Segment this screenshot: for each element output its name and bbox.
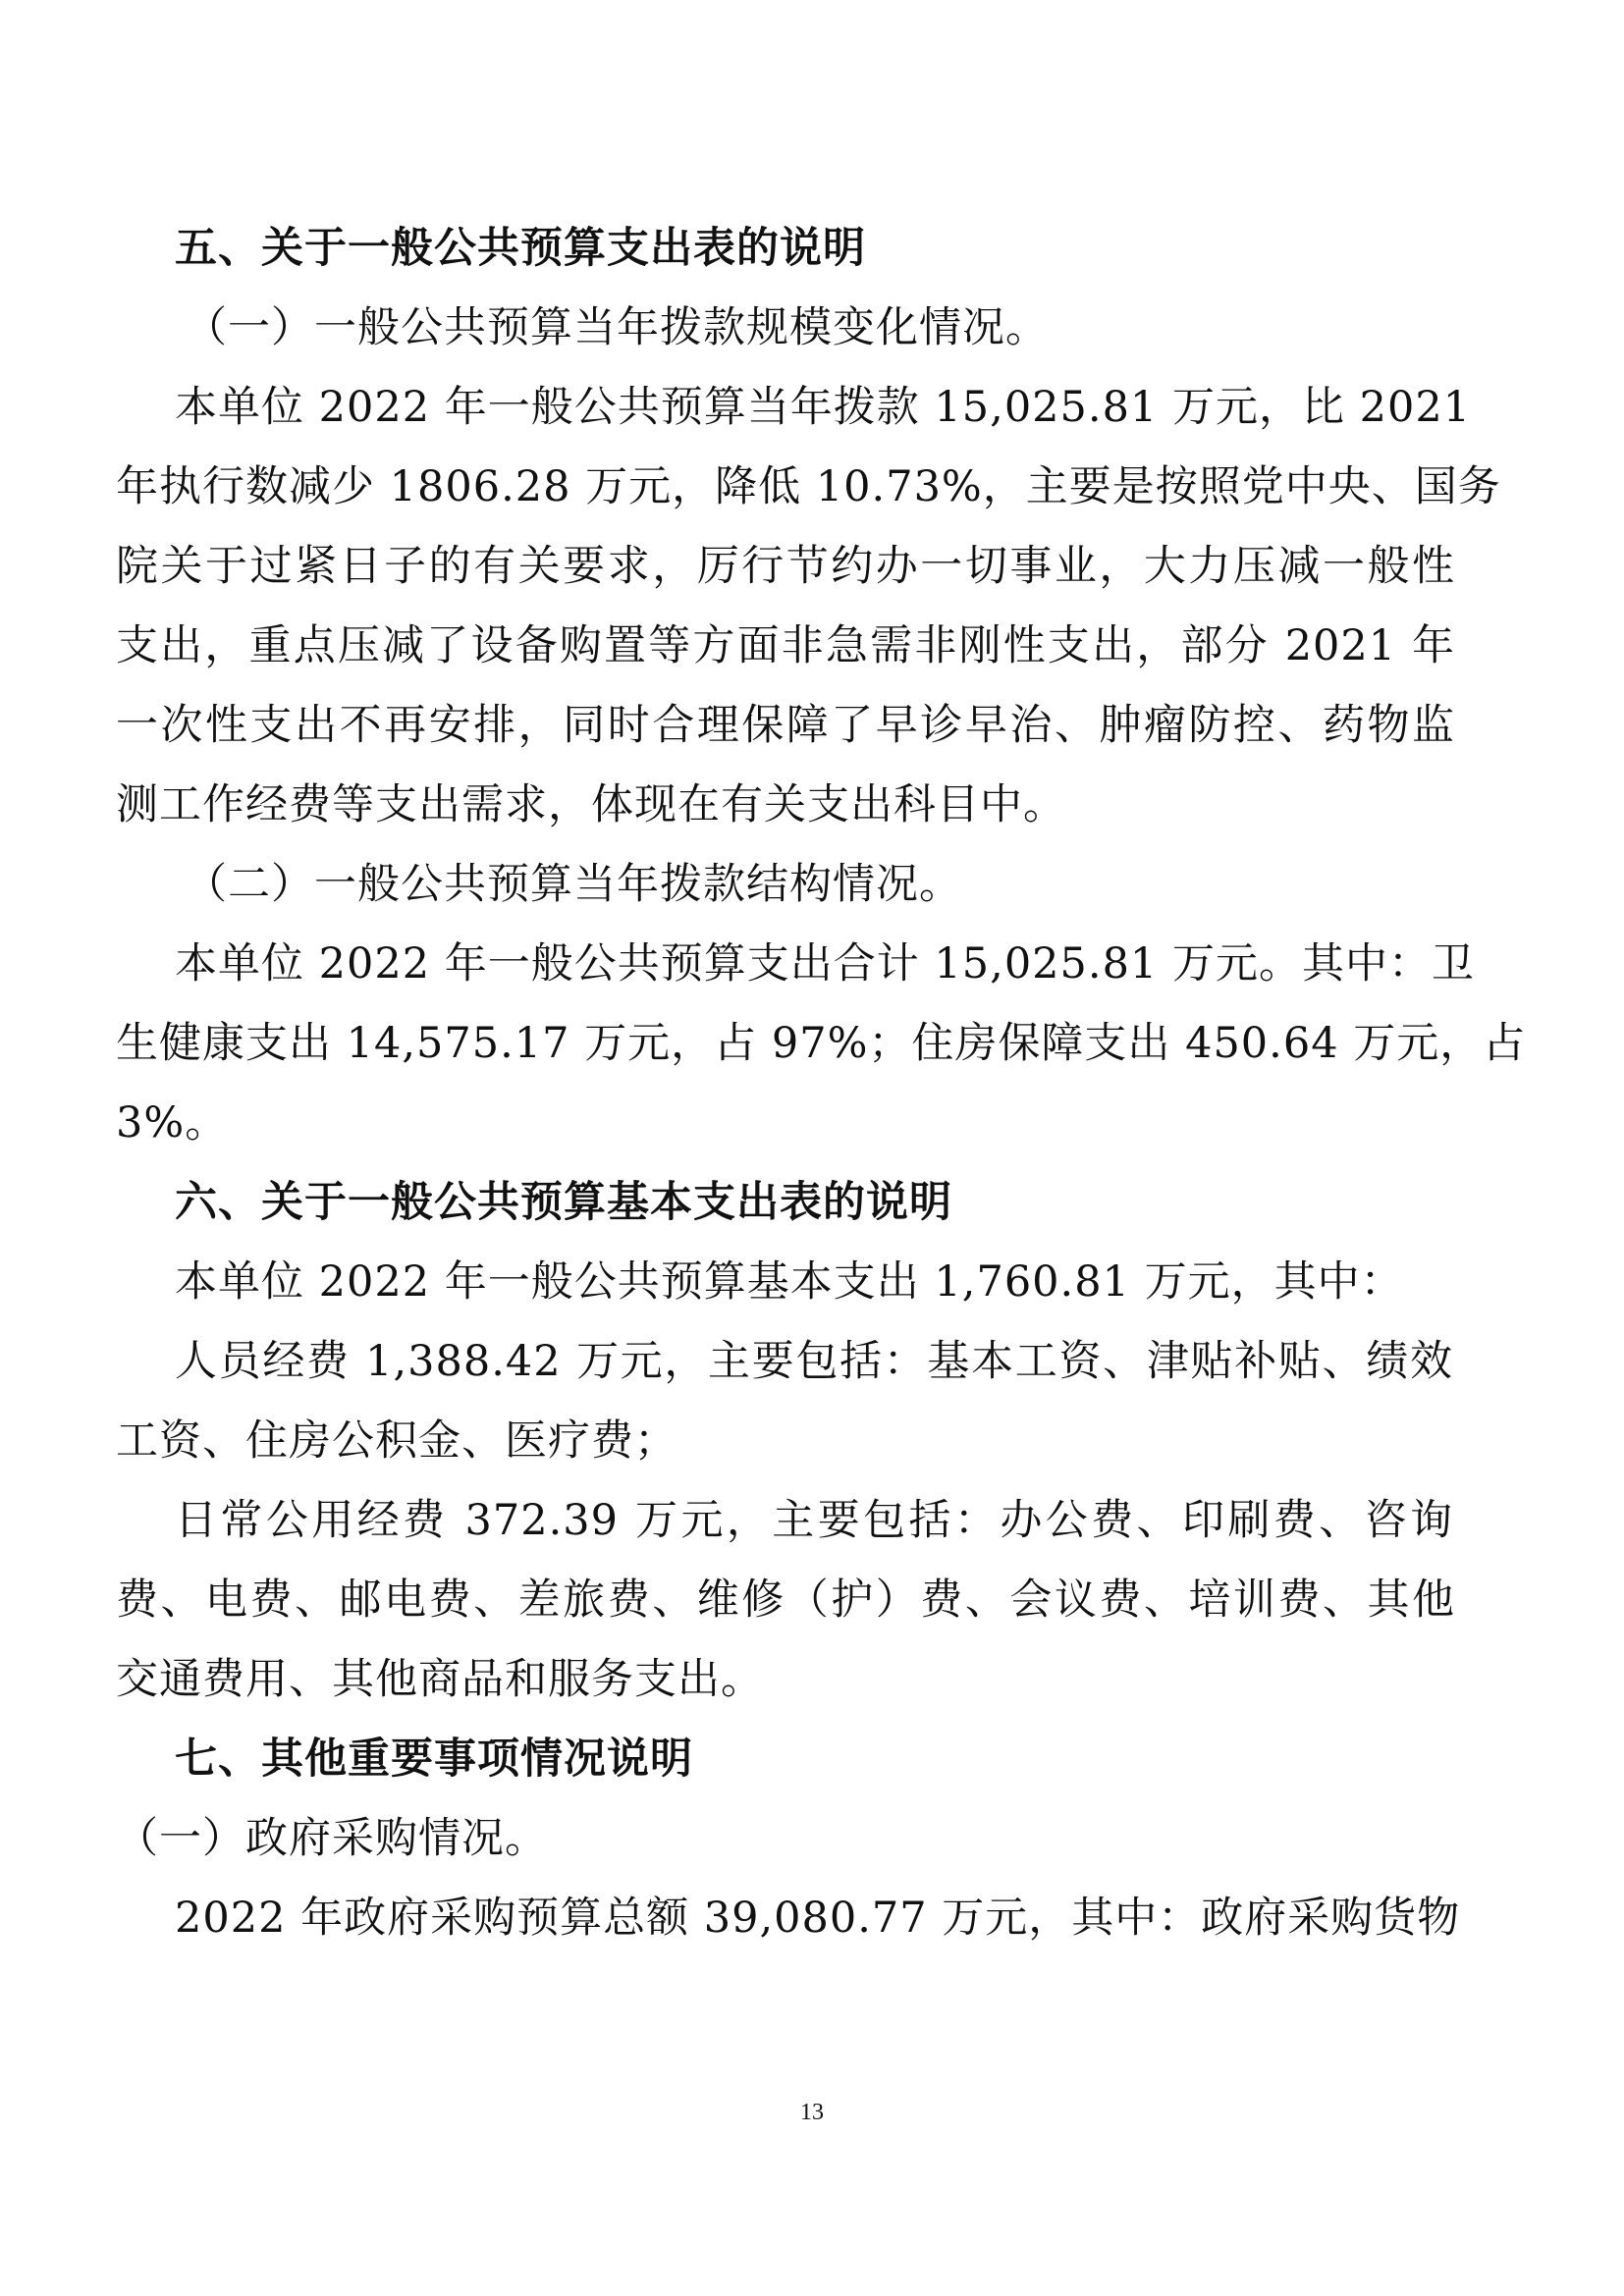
subsection-heading-7-1: （一）政府采购情况。 [116,1814,548,1863]
paragraph-line: 生健康支出 14,575.17 万元，占 97%；住房保障支出 450.64 万元，占 [116,1019,1527,1068]
paragraph-line: 本单位 2022 年一般公共预算支出合计 15,025.81 万元。其中：卫 [175,939,1475,988]
paragraph-line: 3%。 [116,1098,229,1148]
section-heading-6: 六、关于一般公共预算基本支出表的说明 [175,1178,952,1227]
paragraph-line: 2022 年政府采购预算总额 39,080.77 万元，其中：政府采购货物 [175,1894,1461,1943]
page-number: 13 [800,2100,824,2125]
subsection-heading-5-2: （二）一般公共预算当年拨款结构情况。 [185,860,962,909]
section-heading-5: 五、关于一般公共预算支出表的说明 [175,224,866,273]
paragraph-line: 交通费用、其他商品和服务支出。 [116,1655,764,1704]
paragraph-line: 支出，重点压减了设备购置等方面非急需非刚性支出，部分 2021 年 [116,621,1455,670]
paragraph-line: 一次性支出不再安排，同时合理保障了早诊早治、肿瘤防控、药物监 [116,701,1455,750]
paragraph-line: 费、电费、邮电费、差旅费、维修（护）费、会议费、培训费、其他 [116,1575,1455,1625]
paragraph-line: 测工作经费等支出需求，体现在有关支出科目中。 [116,780,1066,829]
section-heading-7: 七、其他重要事项情况说明 [175,1735,693,1784]
paragraph-line: 工资、住房公积金、医疗费； [116,1416,677,1466]
paragraph-line: 年执行数减少 1806.28 万元，降低 10.73%，主要是按照党中央、国务 [116,462,1501,511]
paragraph-line: 院关于过紧日子的有关要求，厉行节约办一切事业，大力压减一般性 [116,542,1455,591]
paragraph-line: 本单位 2022 年一般公共预算基本支出 1,760.81 万元，其中： [175,1257,1404,1307]
subsection-heading-5-1: （一）一般公共预算当年拨款规模变化情况。 [185,303,1049,352]
paragraph-line: 人员经费 1,388.42 万元，主要包括：基本工资、津贴补贴、绩效 [175,1337,1453,1386]
paragraph-line: 本单位 2022 年一般公共预算当年拨款 15,025.81 万元，比 2021 [175,383,1472,432]
paragraph-line: 日常公用经费 372.39 万元，主要包括：办公费、印刷费、咨询 [175,1496,1453,1545]
